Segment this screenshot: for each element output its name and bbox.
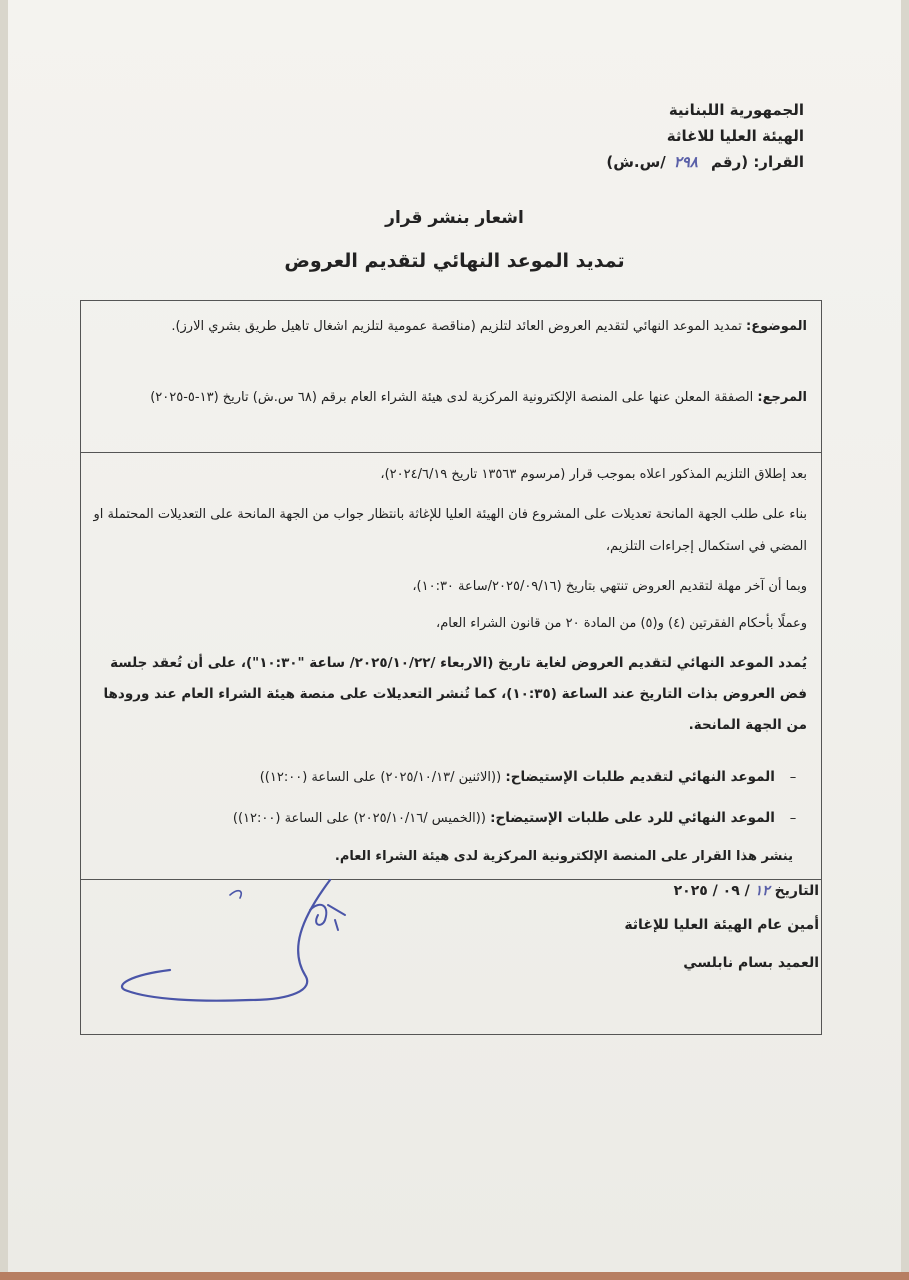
decision-number: ٢٩٨ xyxy=(673,153,698,171)
letterhead xyxy=(384,97,804,175)
signatory-title: أمين عام الهيئة العليا للإغاثة xyxy=(624,917,819,933)
extension-decision: يُمدد الموعد النهائي لتقديم العروض لغاية تاريخ (الاربعاء /٢٠٢٥/١٠/٢٢/ ساعة "١٠:٣٠")، على أن تُعقد جلسة فض العروض بذات التاريخ عند الساعة (١٠:٣٥)، كما تُنشر التعديلات على منصة هيئة الشراء العام عند ورودها من الجهة المانحة. xyxy=(103,655,807,733)
reference-text: الصفقة المعلن عنها على المنصة الإلكترونية المركزية لدى هيئة الشراء العام برقم (٦٨ س.ش) تاريخ (١٣-٥-٢٠٢٥) xyxy=(150,390,754,405)
bullet-1-text: ((الاثنين /٢٠٢٥/١٠/١٣) على الساعة (١٢:٠٠)) xyxy=(259,770,502,785)
subject-label: الموضوع: xyxy=(746,319,807,334)
subject-paragraph xyxy=(93,311,807,343)
body-paragraph-2: بناء على طلب الجهة المانحة تعديلات على المشروع فان الهيئة العليا للإغاثة بانتظار جواب من الجهة المانحة على التعديلات المحتملة او المضي في استكمال إجراءات التلزيم، xyxy=(93,507,807,554)
subject-title: تمديد الموعد النهائي لتقديم العروض xyxy=(284,250,625,272)
authority-name: الهيئة العليا للاغاثة xyxy=(666,127,804,145)
bullet-2-text: ((الخميس /٢٠٢٥/١٠/١٦) على الساعة (١٢:٠٠)) xyxy=(232,811,486,826)
publication-note: ينشر هذا القرار على المنصة الإلكترونية المركزية لدى هيئة الشراء العام. xyxy=(334,849,793,864)
decision-label: القرار: (رقم xyxy=(711,153,804,171)
country-name: الجمهورية اللبنانية xyxy=(668,101,804,119)
decision-reference xyxy=(384,149,804,175)
reference-paragraph xyxy=(93,382,807,414)
subject-text: تمديد الموعد النهائي لتقديم العروض العائد لتلزيم (مناقصة عمومية لتلزيم اشغال تاهيل طريق بشري الارز). xyxy=(171,319,742,334)
signatory-name: العميد بسام نابلسي xyxy=(683,955,819,971)
desk-edge xyxy=(0,1272,909,1280)
date-label: التاريخ xyxy=(774,883,819,899)
date-rest: / ٠٩ / ٢٠٢٥ xyxy=(673,883,750,899)
bullet-dash: – xyxy=(789,770,797,785)
frame-divider-top xyxy=(81,452,821,453)
date-day: ١٢ xyxy=(754,883,770,899)
signature-date xyxy=(489,876,819,906)
bullet-clarification-replies xyxy=(93,803,807,834)
body-paragraph-4: وعملًا بأحكام الفقرتين (٤) و(٥) من المادة ٢٠ من قانون الشراء العام، xyxy=(436,616,807,631)
bullet-clarification-requests xyxy=(93,762,807,793)
bullet-1-label: الموعد النهائي لتقديم طلبات الإستيضاح: xyxy=(505,769,775,785)
bullet-dash: – xyxy=(789,811,797,826)
notice-title: اشعار بنشر قرار xyxy=(385,208,524,228)
body-paragraph-3: وبما أن آخر مهلة لتقديم العروض تنتهي بتاريخ (٢٠٢٥/٠٩/١٦/ساعة ١٠:٣٠)، xyxy=(412,579,807,594)
reference-label: المرجع: xyxy=(757,390,807,405)
decision-suffix: /س.ش) xyxy=(606,153,666,171)
body-paragraph-1: بعد إطلاق التلزيم المذكور اعلاه بموجب قرار (مرسوم ١٣٥٦٣ تاريخ ٢٠٢٤/٦/١٩)، xyxy=(380,467,807,482)
bullet-2-label: الموعد النهائي للرد على طلبات الإستيضاح: xyxy=(490,810,775,826)
